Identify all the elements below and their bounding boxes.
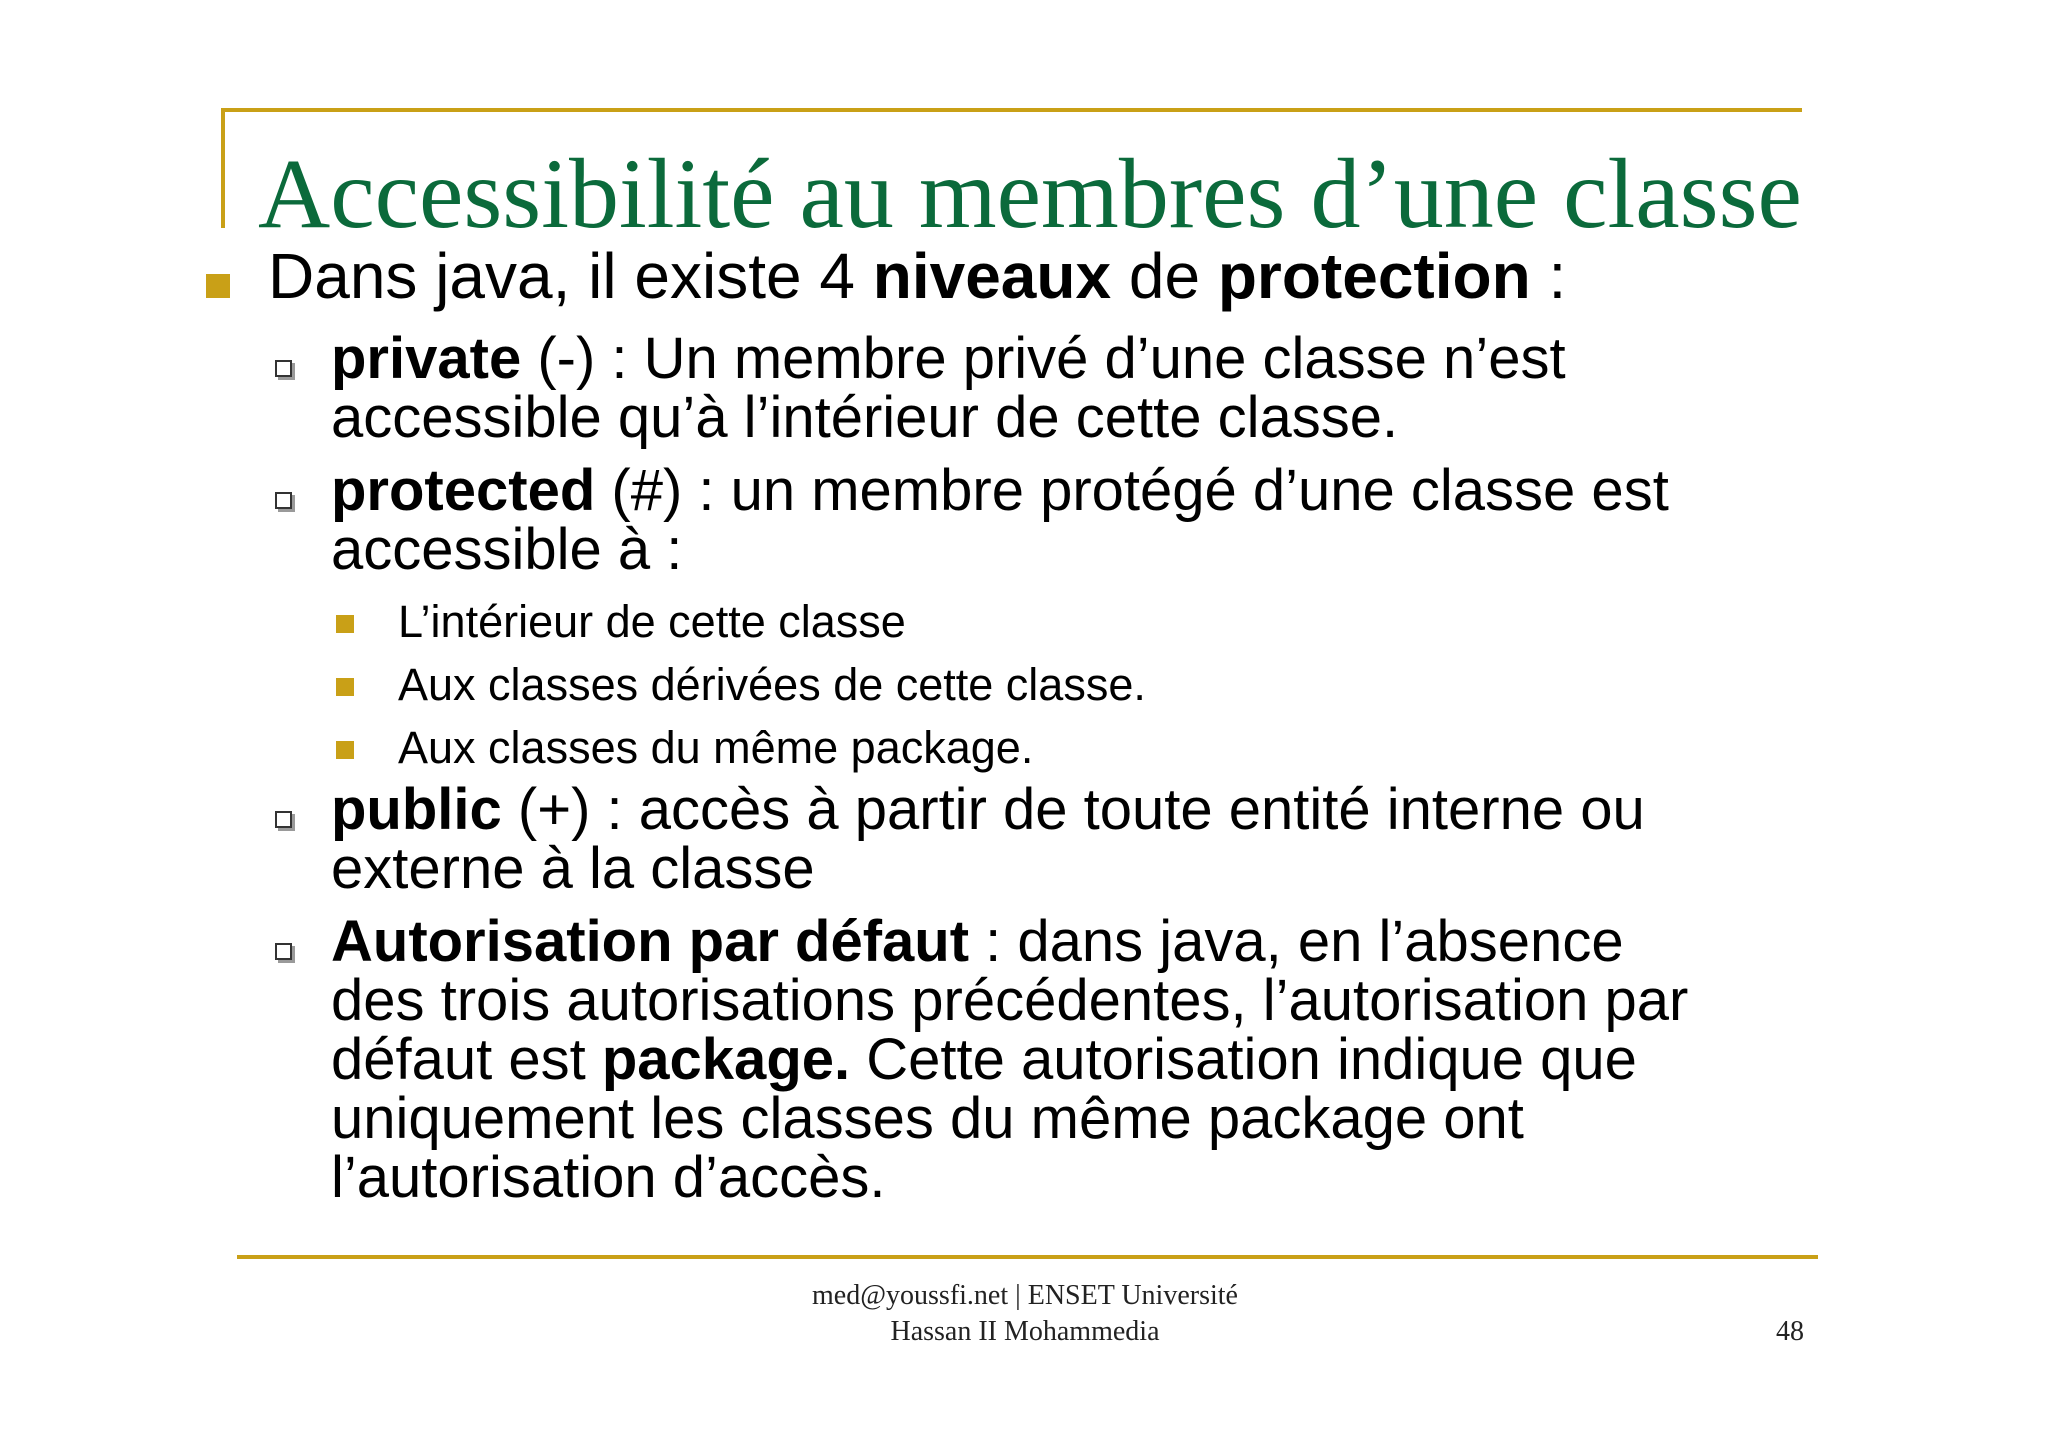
- protected-line2: accessible à :: [331, 517, 683, 582]
- gold-square-icon: [206, 274, 230, 298]
- item-default: [331, 909, 1791, 1210]
- default-line5: l’autorisation d’accès.: [331, 1145, 886, 1210]
- title-frame-left-line: [221, 108, 225, 228]
- intro-text-2: de: [1111, 240, 1218, 312]
- default-line2: des trois autorisations précédentes, l’autorisation par: [331, 968, 1689, 1033]
- default-line1: : dans java, en l’absence: [969, 909, 1624, 974]
- protected-line1: (#) : un membre protégé d’une classe est: [595, 458, 1669, 523]
- footer-divider: [237, 1255, 1818, 1259]
- hollow-square-icon: [275, 811, 292, 828]
- intro-bold-protection: protection: [1217, 240, 1531, 312]
- title-frame-top-line: [221, 108, 1802, 112]
- intro-bold-niveaux: niveaux: [872, 240, 1112, 312]
- hollow-square-icon: [275, 492, 292, 509]
- hollow-square-icon: [275, 360, 292, 377]
- protected-subitem: Aux classes dérivées de cette classe.: [398, 659, 1146, 710]
- intro-bullet: [268, 240, 1566, 312]
- footer-line-1: med@youssfi.net | ENSET Université: [812, 1280, 1238, 1311]
- keyword-public: public: [331, 777, 502, 842]
- footer-line-2: Hassan II Mohammedia: [890, 1316, 1160, 1347]
- keyword-protected: protected: [331, 458, 596, 523]
- gold-square-icon: [336, 678, 354, 696]
- footer-credit: [720, 1278, 1330, 1350]
- protected-subitem: L’intérieur de cette classe: [398, 596, 906, 647]
- page-number: 48: [1776, 1316, 1804, 1347]
- intro-text-3: :: [1530, 240, 1567, 312]
- default-line4: uniquement les classes du même package ont: [331, 1086, 1524, 1151]
- private-line2: accessible qu’à l’intérieur de cette classe.: [331, 385, 1399, 450]
- keyword-private: private: [331, 326, 522, 391]
- protected-subitem: Aux classes du même package.: [398, 722, 1034, 773]
- default-line3c: Cette autorisation indique que: [850, 1027, 1637, 1092]
- gold-square-icon: [336, 615, 354, 633]
- keyword-package: package.: [601, 1027, 851, 1092]
- item-protected: [331, 458, 1791, 582]
- private-line1: (-) : Un membre privé d’une classe n’est: [521, 326, 1566, 391]
- hollow-square-icon: [275, 943, 292, 960]
- default-line3a: défaut est: [331, 1027, 602, 1092]
- item-public: [331, 777, 1791, 901]
- public-line2: externe à la classe: [331, 836, 815, 901]
- public-line1: (+) : accès à partir de toute entité interne ou: [501, 777, 1645, 842]
- intro-text-1: Dans java, il existe 4: [268, 240, 873, 312]
- slide-title: Accessibilité au membres d’une classe: [258, 138, 1802, 249]
- keyword-default: Autorisation par défaut: [331, 909, 970, 974]
- item-private: [331, 326, 1791, 450]
- gold-square-icon: [336, 741, 354, 759]
